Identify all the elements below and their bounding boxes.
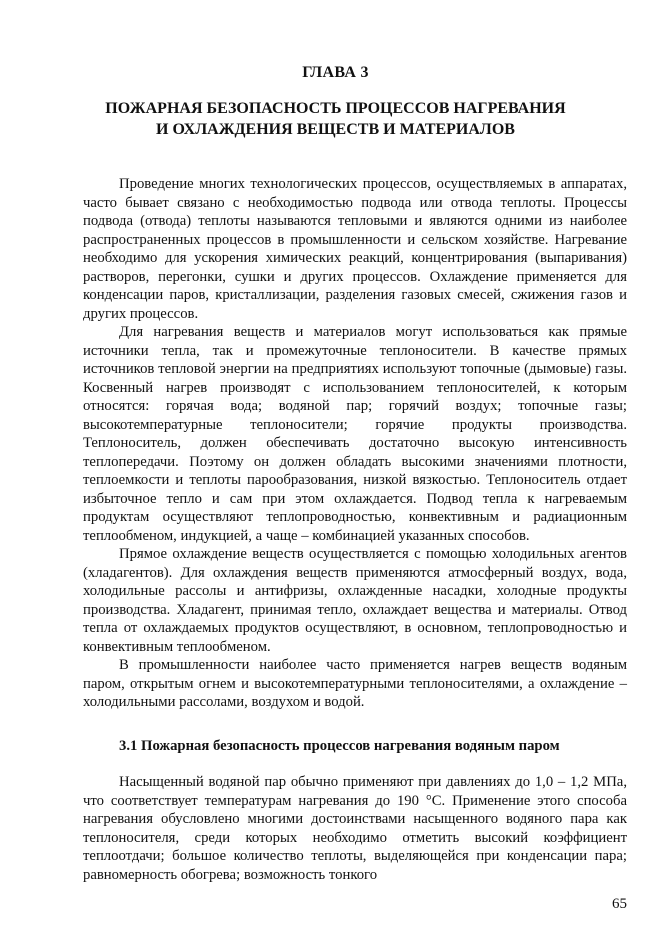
paragraph: В промышленности наиболее часто применяется нагрев веществ водяным паром, открытым огнем и высокотемпературными теплоносителями, а охлаждение – холодильными рассолами, воздухом и водой. [83, 657, 627, 710]
page-number: 65 [612, 896, 627, 912]
paragraph: Насыщенный водяной пар обычно применяют при давлениях до 1,0 – 1,2 МПа, что соответствует температурам нагревания до 190 °С. Применение этого способа нагревания обусловлено многими достоинствами насыщенного водяного пара как теплоносителя, среди которых необходимо отметить высокий коэффициент теплоотдачи; большое количество теплоты, выделяющейся при конденсации пара; равномерность обогрева; возможность тонкого [83, 774, 627, 883]
chapter-title [70, 98, 601, 140]
paragraph: Проведение многих технологических процессов, осуществляемых в аппаратах, часто бывает связано с необходимостью подвода или отвода теплоты. Процессы подвода (отвода) теплоты называются тепловыми и являются одними из наиболее распространенных процессов в промышленности и сельском хозяйстве. Нагревание необходимо для ускорения химических реакций, концентрирования (выпаривания) растворов, перегонки, сушки и других процессов. Охлаждение применяется для конденсации паров, кристаллизации, разделения газовых смесей, сжижения газов и других процессов. [83, 176, 627, 322]
chapter-heading: ГЛАВА 3 [302, 64, 369, 81]
body-text [83, 175, 627, 712]
section-heading: 3.1 Пожарная безопасность процессов нагревания водяным паром [119, 738, 560, 754]
chapter-title-line: И ОХЛАЖДЕНИЯ ВЕЩЕСТВ И МАТЕРИАЛОВ [156, 121, 515, 138]
paragraph: Прямое охлаждение веществ осуществляется с помощью холодильных агентов (хладагентов). Для охлаждения веществ применяются атмосферный воздух, вода, холодильные рассолы и антифризы, охлажденные насадки, холодные продукты производства. Хладагент, принимая тепло, охлаждает вещества и материалы. Отвод тепла от охлаждаемых продуктов осуществляют, в основном, теплопроводностью и конвективным теплообменом. [83, 546, 627, 655]
paragraph: Для нагревания веществ и материалов могут использоваться как прямые источники тепла, так и промежуточные теплоносители. В качестве прямых источников тепловой энергии на предприятиях используют топочные (дымовые) газы. Косвенный нагрев производят с использованием теплоносителей, к которым относятся: горячая вода; водяной пар; горячий воздух; топочные газы; высокотемпературные теплоносители; горячие продукты производства. Теплоноситель, должен обеспечивать достаточно высокую интенсивность теплопередачи. Поэтому он должен обладать высокими значениями плотности, теплоемкости и теплоты парообразования, низкой вязкостью. Теплоноситель отдает избыточное тепло и сам при этом охлаждается. Подвод тепла к нагреваемым продуктам осуществляют теплопроводностью, конвективным и радиационным теплообменом, индукцией, а чаще – комбинацией указанных способов. [83, 324, 627, 544]
chapter-title-line: ПОЖАРНАЯ БЕЗОПАСНОСТЬ ПРОЦЕССОВ НАГРЕВАНИЯ [105, 100, 566, 117]
section-body-text [83, 773, 627, 884]
